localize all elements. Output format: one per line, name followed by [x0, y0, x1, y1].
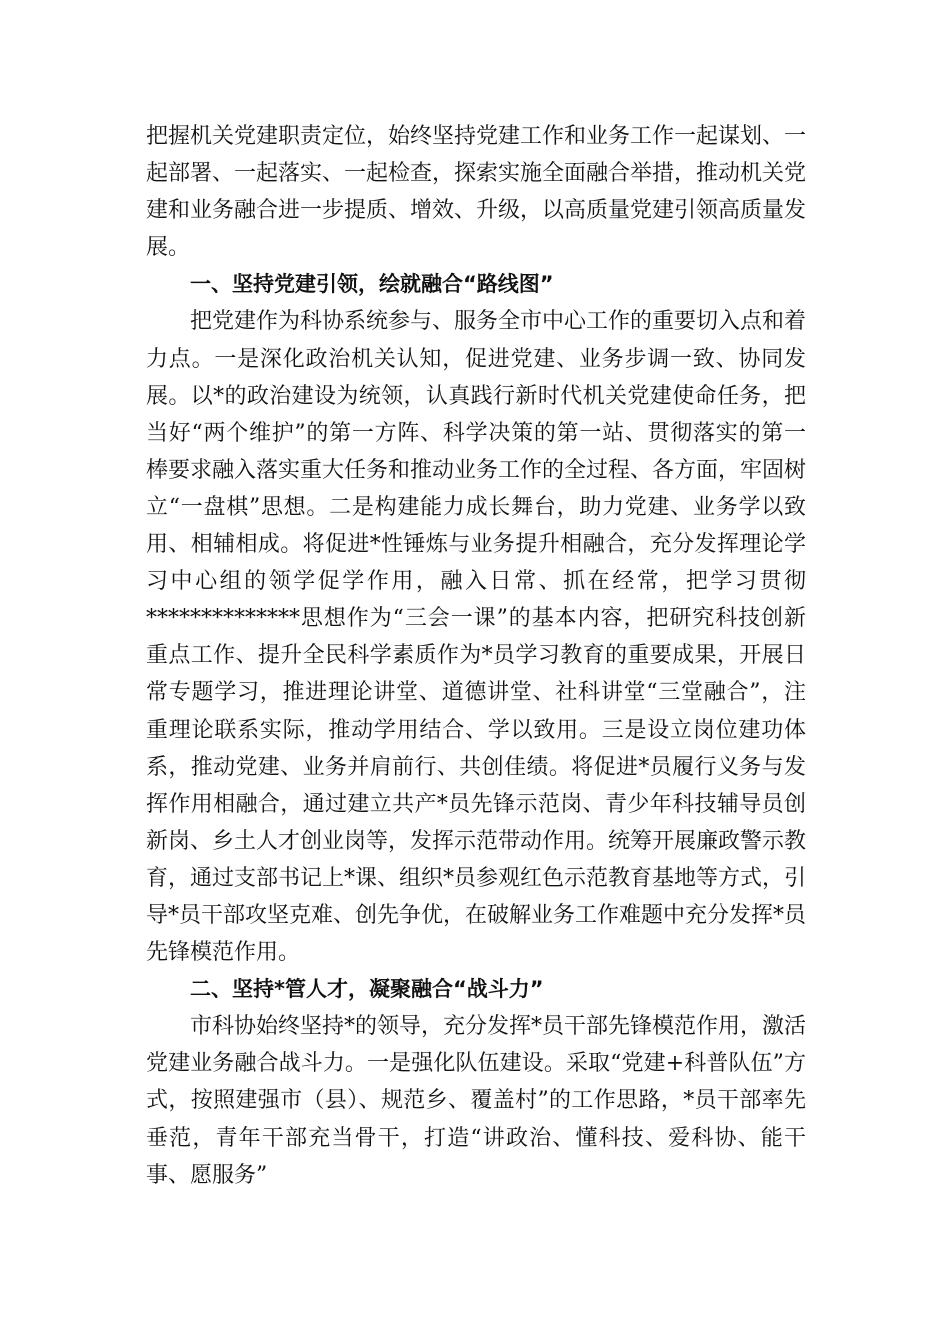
section-2-paragraph: 市科协始终坚持*的领导，充分发挥*员干部先锋模范作用，激活党建业务融合战斗力。一是强化队伍建设。采取“党建+科普队伍”方式，按照建强市（县）、规范乡、覆盖村”的工作思路，*员干部率先垂范，青年干部充当骨干，打造“讲政治、懂科技、爱科协、能干事、愿服务”: [146, 1014, 807, 1188]
document-body: [146, 118, 806, 1194]
section-1-heading: 一、坚持党建引领，绘就融合“路线图”: [190, 272, 554, 297]
section-2-heading: 二、坚持*管人才，凝聚融合“战斗力”: [190, 977, 544, 1002]
intro-paragraph: 把握机关党建职责定位，始终坚持党建工作和业务工作一起谋划、一起部署、一起落实、一起检查，探索实施全面融合举措，推动机关党建和业务融合进一步提质、增效、升级，以高质量党建引领高质量发展。: [146, 124, 807, 261]
section-1-paragraph: 把党建作为科协系统参与、服务全市中心工作的重要切入点和着力点。一是深化政治机关认知，促进党建、业务步调一致、协同发展。以*的政治建设为统领，认真践行新时代机关党建使命任务，把当好“两个维护”的第一方阵、科学决策的第一站、贯彻落实的第一棒要求融入落实重大任务和推动业务工作的全过程、各方面，牢固树立“一盘棋”思想。二是构建能力成长舞台，助力党建、业务学以致用、相辅相成。将促进*性锤炼与业务提升相融合，充分发挥理论学习中心组的领学促学作用，融入日常、抓在经常，把学习贯彻**************思想作为“三会一课”的基本内容，把研究科技创新重点工作、提升全民科学素质作为*员学习教育的重要成果，开展日常专题学习，推进理论讲堂、道德讲堂、社科讲堂“三堂融合”，注重理论联系实际，推动学用结合、学以致用。三是设立岗位建功体系，推动党建、业务并肩前行、共创佳绩。将促进*员履行义务与发挥作用相融合，通过建立共产*员先锋示范岗、青少年科技辅导员创新岗、乡土人才创业岗等，发挥示范带动作用。统筹开展廉政警示教育，通过支部书记上*课、组织*员参观红色示范教育基地等方式，引导*员干部攻坚克难、创先争优，在破解业务工作难题中充分发挥*员先锋模范作用。: [146, 309, 807, 966]
